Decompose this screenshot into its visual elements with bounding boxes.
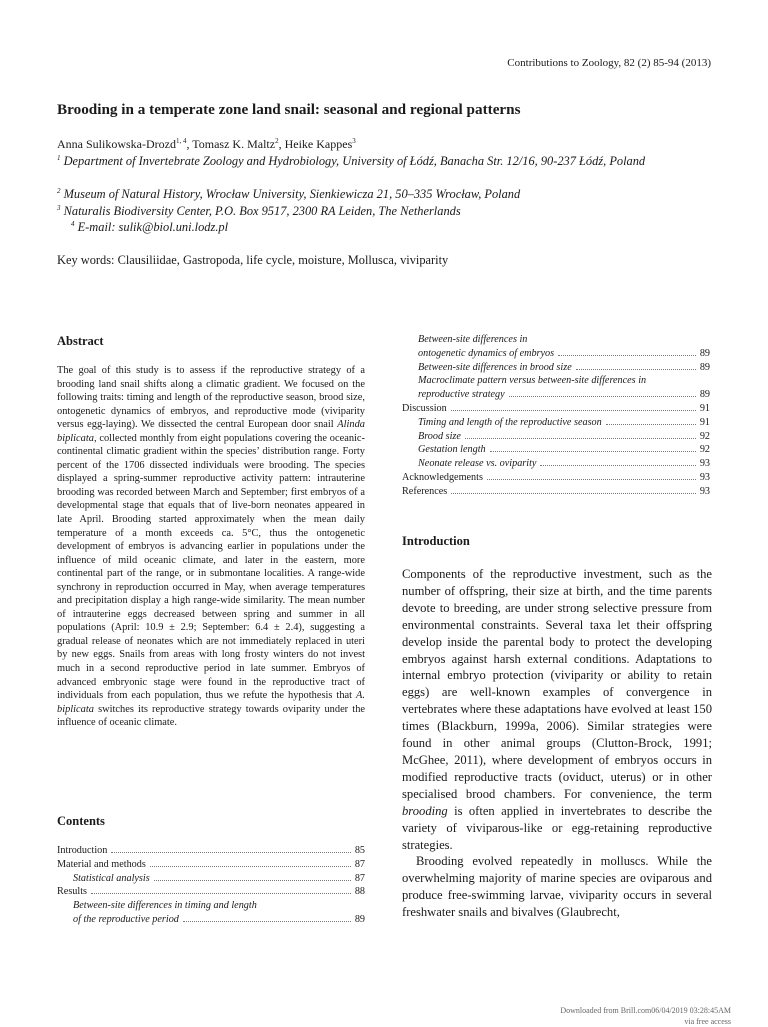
- toc-label: of the reproductive period: [73, 913, 179, 925]
- affiliation: [57, 186, 717, 203]
- toc-label: ontogenetic dynamics of embryos: [418, 347, 555, 359]
- toc-entry[interactable]: [57, 859, 365, 873]
- toc-entry[interactable]: [57, 914, 365, 928]
- toc-label: reproductive strategy: [418, 389, 505, 401]
- author-affil-mark: 2: [275, 137, 279, 145]
- toc-label: Neonate release vs. oviparity: [418, 458, 537, 470]
- affiliation-mark: 2: [57, 186, 61, 195]
- keywords: Key words: Clausiliidae, Gastropoda, life cycle, moisture, Mollusca, viviparity: [57, 253, 449, 267]
- author-list: Anna Sulikowska-Drozd$^{1, 4}$, Tomasz K. Maltz$^2$, Heike Kappes$^3$: [57, 137, 356, 151]
- toc-entry[interactable]: [402, 334, 710, 348]
- toc-entry[interactable]: [57, 900, 365, 914]
- affiliation-text: Naturalis Biodiversity Center, P.O. Box 9517, 2300 RA Leiden, The Netherlands: [63, 204, 461, 218]
- toc-page: 91: [699, 416, 710, 428]
- journal-citation: Contributions to Zoology, 82 (2) 85-94 (2013): [507, 57, 711, 69]
- abstract-text: switches its reproductive strategy towards oviparity under the influence of oceanic climate.: [57, 703, 365, 729]
- affiliation: [57, 203, 717, 220]
- term-emphasis: brooding: [402, 803, 448, 818]
- email-text: E-mail: sulik@biol.uni.lodz.pl: [77, 220, 229, 234]
- toc-entry[interactable]: [57, 845, 365, 859]
- toc-label: Brood size: [418, 430, 461, 442]
- toc-page: 89: [699, 389, 710, 401]
- contents-list-left: [57, 845, 365, 928]
- toc-entry[interactable]: [402, 403, 710, 417]
- toc-label: Gestation length: [418, 444, 486, 456]
- toc-label: Between-site differences in timing and length: [73, 900, 257, 912]
- toc-label: References: [402, 485, 448, 497]
- author-affil-mark: 1, 4: [175, 137, 187, 145]
- toc-page: 85: [354, 845, 365, 856]
- paper-title: Brooding in a temperate zone land snail: seasonal and regional patterns: [57, 101, 521, 118]
- toc-entry[interactable]: [402, 348, 710, 362]
- species-name: Alinda biplicata: [57, 419, 365, 444]
- author-name: Anna Sulikowska-Drozd: [57, 137, 176, 151]
- toc-page: 87: [354, 872, 365, 884]
- toc-page: 93: [699, 471, 710, 483]
- toc-entry[interactable]: [402, 444, 710, 458]
- affiliation-mark: 3: [57, 203, 61, 212]
- toc-label: Discussion: [402, 402, 447, 414]
- abstract-text: , collected monthly from eight populations covering the oceanic-continental climatic gradient within the species’ distribution range. Forty percent of the 1706 dissected individuals were brooding. The species displayed a spring-summer reproductive activity pattern: intrauterine brooding was recorded between March and September; first embryos of a developmental stage that equals that of live-born neonates appeared in late April. Brooding started approximately when the mean daily temperature of a month exceeds ca. 5°C, thus the ontogenetic development of embryos is advancing earlier in populations under the influence of mild oceanic climate, and later in the eastern, more continental part of the range, or in submontane localities. A range-wide synchrony in reproduction occurred in May, when average temperatures and precipitation display a high range-wide similarity. The mean number of intrauterine eggs decreased between spring and summer in all populations (April: 10.9 ± 2.9; September: 6.4 ± 2.4), suggesting a gradual release of neonates which are not immediately replaced in uteri by new eggs. Snails from areas with long frosty winters do not invest much in a second reproductive period in late summer. Embryos of advanced embryonic stage were found in the reproductive tract of individuals from each population, thus we refute the hypothesis that: [57, 432, 365, 702]
- toc-entry[interactable]: [402, 375, 710, 389]
- toc-entry[interactable]: [57, 873, 365, 887]
- toc-label: Between-site differences in: [418, 334, 528, 345]
- author-name: Heike Kappes: [284, 137, 353, 151]
- download-stamp: Downloaded from Brill.com06/04/2019 03:28:45AM: [560, 1006, 731, 1015]
- contents-list-right: [402, 334, 710, 500]
- author-name: Tomasz K. Maltz: [192, 137, 276, 151]
- toc-entry[interactable]: [402, 362, 710, 376]
- toc-label: Timing and length of the reproductive season: [418, 416, 602, 428]
- toc-label: Statistical analysis: [73, 872, 150, 884]
- toc-label: Macroclimate pattern versus between-site differences in: [418, 375, 647, 387]
- affiliation-text: Museum of Natural History, Wrocław University, Sienkiewicza 21, 50–335 Wrocław, Poland: [63, 187, 521, 201]
- toc-page: 92: [699, 444, 710, 456]
- intro-paragraph: Brooding evolved repeatedly in molluscs. While the overwhelming majority of marine species are oviparous and produce free-swimming larvae, viviparity occurs in several freshwater snails and bivalves (Glaubrecht,: [402, 854, 712, 920]
- toc-entry[interactable]: [402, 458, 710, 472]
- affiliation-mark: 1: [57, 153, 61, 162]
- species-name: A. biplicata: [57, 690, 365, 715]
- toc-page: 91: [699, 402, 710, 414]
- toc-page: 89: [354, 913, 365, 925]
- abstract-heading: Abstract: [57, 334, 104, 348]
- toc-entry[interactable]: [57, 886, 365, 900]
- toc-page: 93: [699, 485, 710, 497]
- introduction-heading: Introduction: [402, 534, 470, 548]
- toc-label: Acknowledgements: [402, 471, 483, 483]
- affiliation: [57, 153, 717, 170]
- toc-entry[interactable]: [402, 417, 710, 431]
- toc-page: 92: [699, 430, 710, 442]
- affiliation-mark: 4: [71, 219, 75, 228]
- toc-page: 88: [354, 886, 365, 898]
- toc-label: Introduction: [57, 845, 108, 856]
- introduction-body: [402, 566, 712, 921]
- access-note: via free access: [684, 1017, 731, 1026]
- abstract-text: The goal of this study is to assess if the reproductive strategy of a brooding land snail shifts along a climatic gradient. We focused on the following traits: timing and length of the reproductive season, brood size, ontogenetic dynamics of embryos, and reproductive mode (viviparity versus egg-laying). We dissected the central European door snail: [57, 365, 365, 431]
- intro-paragraph: Components of the reproductive investment, such as the number of offspring, their size at birth, and the time parents devote to breeding, are under strong selective pressure from environmental constraints. Several taxa let their offspring develop inside the parental body to protect the developing embryos against harsh external conditions. Adaptations to internal embryo protection (viviparity or ability to retain eggs) are well-known examples of convergence in vertebrates where these adaptations have evolved at least 150 times (Blackburn, 1999a, 2006). Similar strategies were found in other animal groups (Clutton-Brock, 1991; McGhee, 2011), where development of embryos occurs in modified reproductive tracts (oviduct, uterus) or in other specialised brood chambers. For convenience, the term brooding is often applied in invertebrates to describe the variety of viviparous-like or egg-retaining reproductive strategies.: [402, 567, 712, 852]
- toc-label: Results: [57, 886, 88, 898]
- toc-entry[interactable]: [402, 431, 710, 445]
- author-affil-mark: 3: [352, 137, 356, 145]
- toc-entry[interactable]: [402, 486, 710, 500]
- affiliation-text: Department of Invertebrate Zoology and Hydrobiology, University of Łódź, Banacha Str. 12/16, 90-237 Łódź, Poland: [63, 154, 646, 168]
- contents-heading: Contents: [57, 814, 105, 828]
- toc-page: 89: [699, 347, 710, 359]
- toc-label: Between-site differences in brood size: [418, 361, 572, 373]
- affiliation-email: [71, 219, 731, 236]
- toc-entry[interactable]: [402, 472, 710, 486]
- toc-label: Material and methods: [57, 858, 146, 870]
- toc-page: 93: [699, 458, 710, 470]
- toc-entry[interactable]: [402, 389, 710, 403]
- toc-page: 87: [354, 858, 365, 870]
- toc-page: 89: [699, 361, 710, 373]
- abstract-body: [57, 364, 365, 730]
